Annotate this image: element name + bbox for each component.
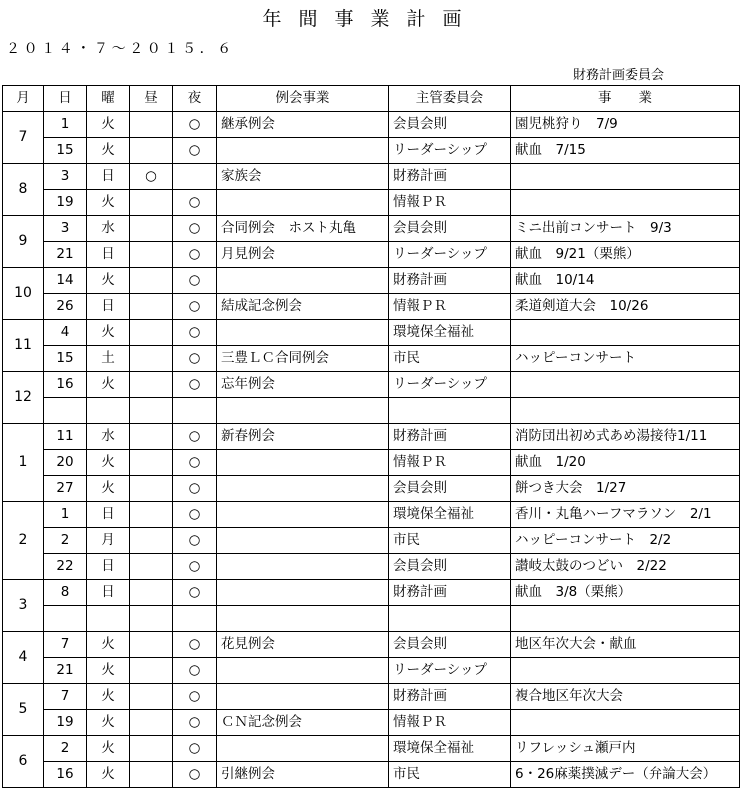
table-row [3, 398, 740, 424]
table-row [3, 476, 740, 502]
meeting-cell: 引継例会 [217, 762, 389, 788]
weekday-cell: 火 [87, 112, 130, 138]
day-cell: 11 [44, 424, 87, 450]
night-cell: ○ [173, 294, 217, 320]
month-cell: 12 [3, 372, 44, 424]
host-committee-cell: 情報ＰＲ [389, 450, 511, 476]
noon-cell [130, 554, 173, 580]
day-cell: 14 [44, 268, 87, 294]
header-meeting: 例会事業 [217, 86, 389, 112]
project-cell: 餅つき大会 1/27 [511, 476, 740, 502]
meeting-cell: 結成記念例会 [217, 294, 389, 320]
project-cell: ハッピーコンサート 2/2 [511, 528, 740, 554]
noon-cell [130, 112, 173, 138]
table-row [3, 762, 740, 788]
table-row [3, 268, 740, 294]
day-cell: 16 [44, 372, 87, 398]
table-row [3, 580, 740, 606]
table-row [3, 502, 740, 528]
table-row [3, 242, 740, 268]
meeting-cell: 忘年例会 [217, 372, 389, 398]
project-cell: 6・26麻薬撲滅デー（弁論大会） [511, 762, 740, 788]
day-cell: 21 [44, 658, 87, 684]
host-committee-cell: 会員会則 [389, 112, 511, 138]
host-committee-cell: 財務計画 [389, 164, 511, 190]
noon-cell [130, 242, 173, 268]
weekday-cell [87, 398, 130, 424]
host-committee-cell: 財務計画 [389, 684, 511, 710]
night-cell [173, 164, 217, 190]
day-cell: 15 [44, 138, 87, 164]
night-cell: ○ [173, 242, 217, 268]
noon-cell [130, 528, 173, 554]
night-cell: ○ [173, 502, 217, 528]
header-night: 夜 [173, 86, 217, 112]
weekday-cell: 水 [87, 424, 130, 450]
meeting-cell: 新春例会 [217, 424, 389, 450]
meeting-cell [217, 580, 389, 606]
weekday-cell: 火 [87, 710, 130, 736]
project-cell: 消防団出初め式あめ湯接待1/11 [511, 424, 740, 450]
day-cell: 1 [44, 112, 87, 138]
meeting-cell [217, 658, 389, 684]
table-row [3, 528, 740, 554]
night-cell: ○ [173, 528, 217, 554]
night-cell: ○ [173, 112, 217, 138]
night-cell [173, 398, 217, 424]
day-cell: 26 [44, 294, 87, 320]
meeting-cell: 月見例会 [217, 242, 389, 268]
day-cell: 20 [44, 450, 87, 476]
host-committee-cell: 市民 [389, 346, 511, 372]
noon-cell [130, 710, 173, 736]
host-committee-cell: 情報ＰＲ [389, 710, 511, 736]
month-cell: 5 [3, 684, 44, 736]
noon-cell [130, 138, 173, 164]
weekday-cell: 火 [87, 320, 130, 346]
day-cell [44, 398, 87, 424]
day-cell: 21 [44, 242, 87, 268]
noon-cell [130, 476, 173, 502]
table-row [3, 112, 740, 138]
weekday-cell: 月 [87, 528, 130, 554]
annual-plan-table [2, 85, 740, 788]
day-cell: 7 [44, 684, 87, 710]
table-row [3, 216, 740, 242]
noon-cell: ○ [130, 164, 173, 190]
month-cell: 2 [3, 502, 44, 580]
meeting-cell [217, 138, 389, 164]
project-cell: ミニ出前コンサート 9/3 [511, 216, 740, 242]
month-cell: 8 [3, 164, 44, 216]
noon-cell [130, 346, 173, 372]
noon-cell [130, 372, 173, 398]
weekday-cell: 日 [87, 554, 130, 580]
project-cell: 讃岐太鼓のつどい 2/22 [511, 554, 740, 580]
host-committee-cell: 会員会則 [389, 632, 511, 658]
noon-cell [130, 632, 173, 658]
table-body [3, 112, 740, 788]
weekday-cell: 水 [87, 216, 130, 242]
host-committee-cell: 環境保全福祉 [389, 502, 511, 528]
noon-cell [130, 580, 173, 606]
table-row [3, 606, 740, 632]
project-cell [511, 398, 740, 424]
meeting-cell [217, 190, 389, 216]
night-cell: ○ [173, 424, 217, 450]
project-cell: 園児桃狩り 7/9 [511, 112, 740, 138]
day-cell: 1 [44, 502, 87, 528]
day-cell [44, 606, 87, 632]
night-cell: ○ [173, 710, 217, 736]
night-cell: ○ [173, 580, 217, 606]
table-row [3, 424, 740, 450]
night-cell: ○ [173, 658, 217, 684]
header-weekday: 曜 [87, 86, 130, 112]
weekday-cell: 火 [87, 268, 130, 294]
host-committee-cell: 財務計画 [389, 268, 511, 294]
project-cell: 地区年次大会・献血 [511, 632, 740, 658]
meeting-cell [217, 606, 389, 632]
project-cell: 献血 1/20 [511, 450, 740, 476]
host-committee-cell: 会員会則 [389, 476, 511, 502]
meeting-cell: 継承例会 [217, 112, 389, 138]
meeting-cell [217, 268, 389, 294]
weekday-cell: 日 [87, 164, 130, 190]
noon-cell [130, 424, 173, 450]
host-committee-cell: 環境保全福祉 [389, 320, 511, 346]
night-cell: ○ [173, 736, 217, 762]
month-cell: 3 [3, 580, 44, 632]
noon-cell [130, 658, 173, 684]
meeting-cell: ＣＮ記念例会 [217, 710, 389, 736]
project-cell: 献血 3/8（栗熊） [511, 580, 740, 606]
table-row [3, 658, 740, 684]
table-row [3, 190, 740, 216]
night-cell: ○ [173, 450, 217, 476]
weekday-cell: 火 [87, 190, 130, 216]
project-cell [511, 164, 740, 190]
weekday-cell: 日 [87, 294, 130, 320]
day-cell: 19 [44, 190, 87, 216]
host-committee-cell [389, 606, 511, 632]
meeting-cell: 家族会 [217, 164, 389, 190]
project-cell [511, 710, 740, 736]
weekday-cell: 火 [87, 684, 130, 710]
meeting-cell [217, 554, 389, 580]
project-cell [511, 372, 740, 398]
night-cell [173, 606, 217, 632]
noon-cell [130, 216, 173, 242]
day-cell: 7 [44, 632, 87, 658]
host-committee-cell: 会員会則 [389, 216, 511, 242]
day-cell: 2 [44, 528, 87, 554]
night-cell: ○ [173, 216, 217, 242]
host-committee-cell: 環境保全福祉 [389, 736, 511, 762]
night-cell: ○ [173, 684, 217, 710]
day-cell: 4 [44, 320, 87, 346]
noon-cell [130, 606, 173, 632]
fiscal-period: ２０１４・７～２０１５．６ [6, 41, 235, 57]
day-cell: 2 [44, 736, 87, 762]
header-noon: 昼 [130, 86, 173, 112]
project-cell: 複合地区年次大会 [511, 684, 740, 710]
day-cell: 15 [44, 346, 87, 372]
project-cell [511, 190, 740, 216]
noon-cell [130, 502, 173, 528]
header-host-committee: 主管委員会 [389, 86, 511, 112]
project-cell: 献血 7/15 [511, 138, 740, 164]
project-cell [511, 658, 740, 684]
project-cell: ハッピーコンサート [511, 346, 740, 372]
night-cell: ○ [173, 190, 217, 216]
table-row [3, 138, 740, 164]
day-cell: 22 [44, 554, 87, 580]
day-cell: 3 [44, 164, 87, 190]
host-committee-cell: 会員会則 [389, 554, 511, 580]
night-cell: ○ [173, 268, 217, 294]
night-cell: ○ [173, 476, 217, 502]
night-cell: ○ [173, 346, 217, 372]
host-committee-cell: 情報ＰＲ [389, 190, 511, 216]
header-day: 日 [44, 86, 87, 112]
host-committee-cell: 財務計画 [389, 424, 511, 450]
weekday-cell: 火 [87, 658, 130, 684]
committee-name: 財務計画委員会 [573, 68, 665, 83]
night-cell: ○ [173, 632, 217, 658]
weekday-cell: 土 [87, 346, 130, 372]
noon-cell [130, 294, 173, 320]
meeting-cell [217, 398, 389, 424]
host-committee-cell: リーダーシップ [389, 242, 511, 268]
meeting-cell [217, 450, 389, 476]
host-committee-cell: リーダーシップ [389, 372, 511, 398]
noon-cell [130, 320, 173, 346]
noon-cell [130, 736, 173, 762]
month-cell: 6 [3, 736, 44, 788]
meeting-cell [217, 502, 389, 528]
night-cell: ○ [173, 372, 217, 398]
host-committee-cell: 情報ＰＲ [389, 294, 511, 320]
night-cell: ○ [173, 320, 217, 346]
month-cell: 10 [3, 268, 44, 320]
month-cell: 7 [3, 112, 44, 164]
project-cell [511, 320, 740, 346]
host-committee-cell: 財務計画 [389, 580, 511, 606]
table-row [3, 632, 740, 658]
table-row [3, 346, 740, 372]
month-cell: 1 [3, 424, 44, 502]
month-cell: 9 [3, 216, 44, 268]
table-row [3, 320, 740, 346]
noon-cell [130, 450, 173, 476]
noon-cell [130, 762, 173, 788]
table-row [3, 294, 740, 320]
meeting-cell [217, 528, 389, 554]
night-cell: ○ [173, 554, 217, 580]
meeting-cell: 合同例会 ホスト丸亀 [217, 216, 389, 242]
weekday-cell: 日 [87, 580, 130, 606]
host-committee-cell: 市民 [389, 762, 511, 788]
header-row [3, 86, 740, 112]
weekday-cell: 火 [87, 736, 130, 762]
project-cell [511, 606, 740, 632]
table-row [3, 372, 740, 398]
table-row [3, 684, 740, 710]
weekday-cell: 火 [87, 138, 130, 164]
table-row [3, 736, 740, 762]
day-cell: 8 [44, 580, 87, 606]
host-committee-cell: リーダーシップ [389, 658, 511, 684]
table-row [3, 554, 740, 580]
project-cell: 香川・丸亀ハーフマラソン 2/1 [511, 502, 740, 528]
day-cell: 27 [44, 476, 87, 502]
noon-cell [130, 268, 173, 294]
noon-cell [130, 684, 173, 710]
table-row [3, 164, 740, 190]
day-cell: 19 [44, 710, 87, 736]
day-cell: 3 [44, 216, 87, 242]
project-cell: 柔道剣道大会 10/26 [511, 294, 740, 320]
weekday-cell: 火 [87, 372, 130, 398]
month-cell: 11 [3, 320, 44, 372]
meeting-cell: 三豊ＬＣ合同例会 [217, 346, 389, 372]
weekday-cell [87, 606, 130, 632]
night-cell: ○ [173, 138, 217, 164]
host-committee-cell: リーダーシップ [389, 138, 511, 164]
noon-cell [130, 190, 173, 216]
page-title: 年間事業計画 [262, 8, 479, 30]
table-row [3, 710, 740, 736]
header-month: 月 [3, 86, 44, 112]
project-cell: リフレッシュ瀬戸内 [511, 736, 740, 762]
month-cell: 4 [3, 632, 44, 684]
meeting-cell: 花見例会 [217, 632, 389, 658]
night-cell: ○ [173, 762, 217, 788]
weekday-cell: 火 [87, 762, 130, 788]
host-committee-cell: 市民 [389, 528, 511, 554]
meeting-cell [217, 476, 389, 502]
weekday-cell: 日 [87, 502, 130, 528]
day-cell: 16 [44, 762, 87, 788]
header-project: 事 業 [511, 86, 740, 112]
noon-cell [130, 398, 173, 424]
weekday-cell: 火 [87, 632, 130, 658]
weekday-cell: 火 [87, 450, 130, 476]
meeting-cell [217, 320, 389, 346]
project-cell: 献血 9/21（栗熊） [511, 242, 740, 268]
meeting-cell [217, 736, 389, 762]
meeting-cell [217, 684, 389, 710]
weekday-cell: 日 [87, 242, 130, 268]
weekday-cell: 火 [87, 476, 130, 502]
host-committee-cell [389, 398, 511, 424]
table-row [3, 450, 740, 476]
project-cell: 献血 10/14 [511, 268, 740, 294]
